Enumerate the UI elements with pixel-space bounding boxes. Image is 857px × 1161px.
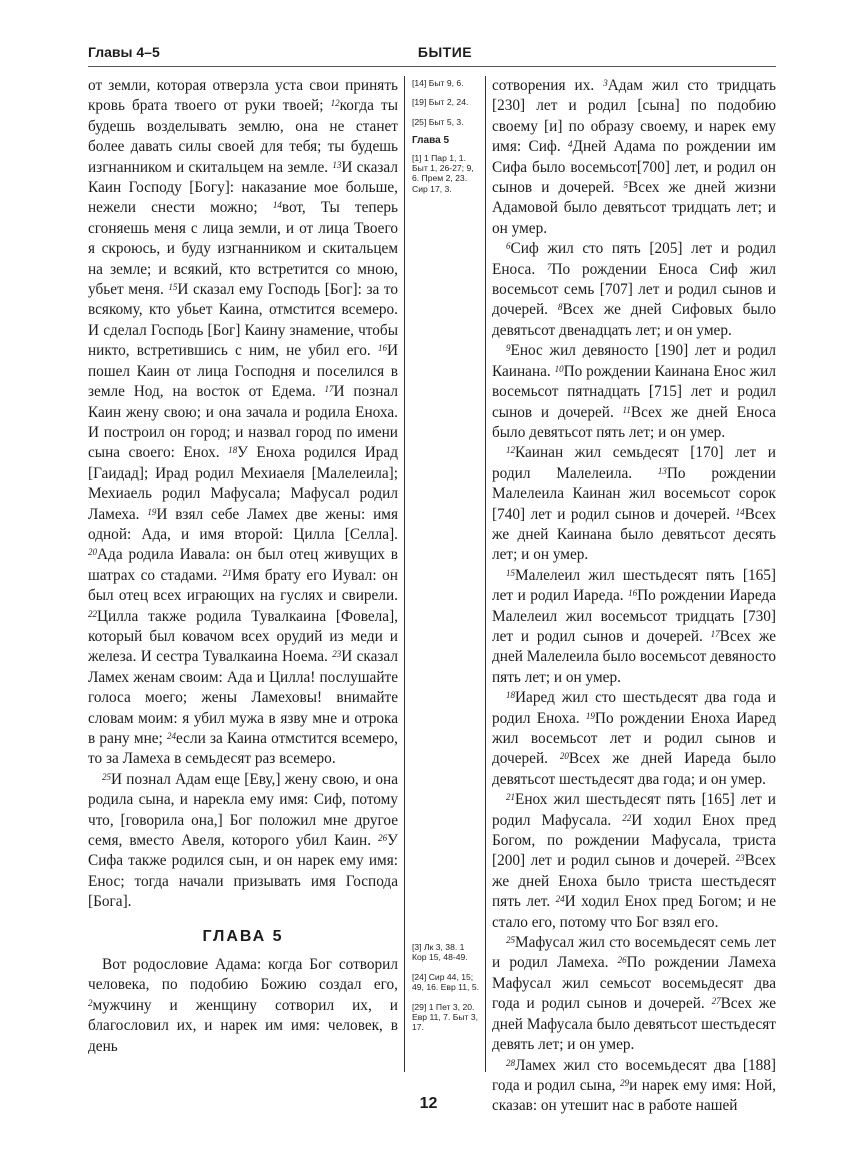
verse-text: если за Каина отмстится всемеро, то за Ламеха в семьдесят раз всемеро. [88,730,399,768]
verse-number: 20 [559,751,569,762]
verse-text: Всех же дней Сифовых было девятьсот двенадцать лет; и он умер. [492,301,776,339]
verse-text: Ада родила Иавала: он был отец живущих в шатрах со стадами. [88,546,398,584]
verse-text: Всех же дней Мафусала было девятьсот шестьдесят девять лет; и он умер. [492,995,776,1054]
verse-number: 16 [628,588,638,599]
header-rule [88,66,776,67]
paragraph [492,933,776,1055]
verse-text: Всех же дней Еноха было триста шестьдесят пять лет. [492,852,776,911]
cross-reference: [1] 1 Пар 1, 1. Быт 1, 26-27; 9, 6. Прем 2, 23. Сир 17, 3. [412,152,474,194]
verse-number: 29 [620,1077,630,1088]
verse-number: 16 [377,343,387,354]
verse-number: 12 [330,98,340,109]
verse-text: И познал Адам еще [Еву,] жену свою, и она родила сына, и нарекла ему имя: Сиф, потому что, [говорила она,] Бог положил мне другое семя, вместо Авеля, которого убил Каин. [88,770,398,850]
cross-reference: [25] Быт 5, 3. [412,116,464,127]
running-header-book: БЫТИЕ [417,44,473,60]
verse-text: Имя брату его Иувал: он был отец всех играющих на гуслях и свирели. [88,566,398,605]
verse-number: 26 [617,955,627,966]
paragraph [492,443,776,565]
paragraph [492,76,776,239]
verse-number: 26 [378,833,388,844]
verse-number: 24 [167,731,176,741]
verse-text: Иаред жил сто шестьдесят два года и родил Еноха. [492,689,776,727]
verse-text: По рождении Малелеила Каинан жил восемьсот сорок [740] лет и родил сынов и дочерей. [492,464,776,523]
paragraph [88,76,398,770]
verse-number: 25 [506,935,515,946]
paragraph [492,341,776,443]
column-divider-right [485,76,486,1072]
verse-number: 8 [557,302,563,313]
verse-number: 18 [506,690,515,701]
chapter-title: ГЛАВА 5 [202,927,284,945]
verse-number: 17 [710,628,720,639]
verse-number: 25 [102,771,111,782]
verse-number: 4 [568,139,573,150]
verse-text: И взял себе Ламех две жены: имя одной: Ада, и имя второй: Цилла [Селла]. [88,505,398,543]
cross-reference: [14] Быт 9, 6. [412,78,464,88]
verse-text: Ламех жил сто восемьдесят два [188] года и родил сына, [492,1056,776,1094]
verse-number: 22 [88,608,97,619]
verse-text: И сказал Каин Господу [Богу]: наказание мое больше, нежели снести можно; [88,158,398,217]
verse-text: И познал Каин жену свою; и она зачала и родила Еноха. И построил он город; и назвал город по имени сына своего: Енох. [88,383,398,462]
verse-number: 17 [324,384,334,395]
cross-reference-notes-top [412,78,480,203]
left-text-column [88,76,398,1057]
verse-text: Енох жил шестьдесят пять [165] лет и родил Мафусала. [492,791,776,829]
verse-number: 12 [506,445,515,456]
verse-number: 13 [657,465,667,476]
verse-number: 14 [735,506,745,517]
paragraph [88,955,398,1057]
verse-text: и нарек ему имя: Ной, сказав: он утешит нас в работе нашей [492,1076,776,1115]
verse-number: 23 [735,853,745,864]
verse-text: когда ты будешь возделывать землю, она не станет более давать силы своей для тебя; ты будешь изгнанником и скитальцем на земле. [88,97,398,176]
page-number: 12 [419,1095,438,1112]
verse-number: 27 [711,996,721,1007]
verse-text: Дней Адама по рождении им Сифа было восемьсот[700] лет, и родил он сынов и дочерей. [492,138,776,197]
verse-text: Мафусал жил сто восемьдесят семь лет и родил Ламеха. [492,934,776,972]
verse-text: У Сифа также родился сын, и он нарек ему имя: Енос; тогда начали призывать имя Господа [Бога]. [88,832,398,911]
cross-reference: [3] Лк 3, 38. 1 Кор 15, 48-49. [412,942,468,963]
verse-text: мужчину и женщину сотворил их, и благословил их, и нарек им имя: человек, в день [88,996,398,1055]
verse-number: 3 [603,78,608,88]
verse-number: 6 [506,241,511,252]
verse-text: вот, Ты теперь сгоняешь меня с лица земли, и от лица Твоего я скроюсь, и буду изгнанником и скитальцем на земле; и всякий, кто встретится со мною, убьет меня. [88,199,398,299]
column-divider-left [404,76,405,1072]
verse-text: Цилла также родила Тувалкаина [Фовела], который был ковачом всех орудий из меди и железа. И сестра Тувалкаина Ноема. [88,607,398,666]
verse-text: И ходил Енох пред Богом, по рождении Мафусала, триста [200] лет и родил сынов и дочерей. [492,811,776,870]
verse-text: Адам жил сто тридцать [230] лет и родил [сына] по подобию своему [и] по образу своему, и нарек ему имя: Сиф. [492,77,777,156]
paragraph [492,790,776,933]
verse-number: 14 [272,200,282,211]
paragraph [88,770,398,913]
verse-text: Всех же дней Еноса было девятьсот пять лет; и он умер. [492,403,776,441]
verse-text: И сказал Ламех женам своим: Ада и Цилла! послушайте голоса моего; жены Ламеховы! внимайте словам моим: я убил мужа в язву мне и отрока в рану мне; [88,648,398,747]
verse-text: По рождении Еноха Иаред жил восемьсот лет и родил сынов и дочерей. [492,709,776,768]
verse-number: 20 [88,547,97,558]
verse-number: 10 [554,363,564,374]
verse-number: 11 [622,404,631,415]
verse-text: Всех же дней Малелеила было восемьсот девяносто пять лет; и он умер. [492,627,776,686]
verse-number: 28 [506,1057,515,1068]
verse-number: 15 [506,567,515,578]
verse-text: И пошел Каин от лица Господня и поселился в земле Нод, на восток от Едема. [88,342,398,401]
cross-reference: [24] Сир 44, 15; 49, 16. Евр 11, 5. [412,971,479,993]
verse-number: 13 [332,159,342,170]
verse-text: Енос жил девяносто [190] лет и родил Каинана. [492,342,776,380]
verse-number: 23 [332,649,342,660]
verse-number: 19 [585,710,595,721]
paragraph [492,239,776,341]
running-header-chapters: Главы 4–5 [88,44,160,60]
verse-text: И сказал ему Господь [Бог]: за то всякому, кто убьет Каина, отмстится всемеро. И сделал Господь [Бог] Каину знамение, чтобы никто, встретившись с ним, не убил его. [88,281,398,360]
verse-text: Сиф жил сто пять [205] лет и родил Еноса. [492,240,776,278]
verse-text: Всех же дней жизни Адамовой было девятьсот тридцать лет; и он умер. [492,179,776,237]
cross-reference-notes-bottom [412,942,480,1042]
paragraph [492,566,776,688]
verse-text: По рождении Ламеха Мафусал жил семьсот восемьдесят два года и родил сынов и дочерей. [492,954,776,1013]
cross-reference-chapter-heading: Глава 5 [412,135,450,147]
verse-number: 9 [506,343,511,354]
verse-text: И ходил Енох пред Богом; и не стало его, потому что Бог взял его. [492,893,776,931]
verse-number: 2 [88,997,93,1008]
right-text-column [492,76,776,1117]
verse-text: Малелеил жил шестьдесят пять [165] лет и родил Иареда. [492,566,776,605]
cross-reference: [29] 1 Пет 3, 20. Евр 11, 7. Быт 3, 17. [412,1001,479,1033]
cross-reference: [19] Быт 2, 24. [412,97,469,108]
verse-number: 7 [546,261,552,272]
verse-text: У Еноха родился Ирад [Гаидад]; Ирад родил Мехиаеля [Малелеила]; Мехиаель родил Мафусала; Мафусал родил Ламеха. [88,444,398,523]
verse-text: По рождении Еноса Сиф жил восемьсот семь [707] лет и родил сынов и дочерей. [492,260,776,319]
verse-text: По рождении Каинана Енос жил восемьсот пятнадцать [715] лет и родил сынов и дочерей. [492,362,776,421]
verse-text: По рождении Иареда Малелеил жил восемьсот тридцать [730] лет и родил сынов и дочерей. [492,587,776,645]
verse-number: 18 [228,445,238,456]
verse-number: 24 [555,894,565,905]
verse-text: сотворения их. [492,77,604,94]
verse-text: Всех же дней Иареда было девятьсот шестьдесят два года; и он умер. [492,750,776,788]
verse-text: от земли, которая отверзла уста свои принять кровь брата твоего от руки твоей; [88,77,398,115]
verse-number: 5 [623,180,629,191]
verse-number: 22 [622,812,632,823]
verse-number: 21 [222,567,232,578]
verse-number: 15 [168,282,178,293]
verse-text: Вот родословие Адама: когда Бог сотворил человека, по подобию Божию создал его, [88,956,398,994]
verse-text: Всех же дней Каинана было девятьсот десять лет; и он умер. [492,505,776,564]
verse-text: Каинан жил семьдесят [170] лет и родил Малелеила. [492,444,776,482]
paragraph [492,688,776,790]
verse-number: 19 [147,506,157,517]
verse-number: 21 [506,792,515,803]
